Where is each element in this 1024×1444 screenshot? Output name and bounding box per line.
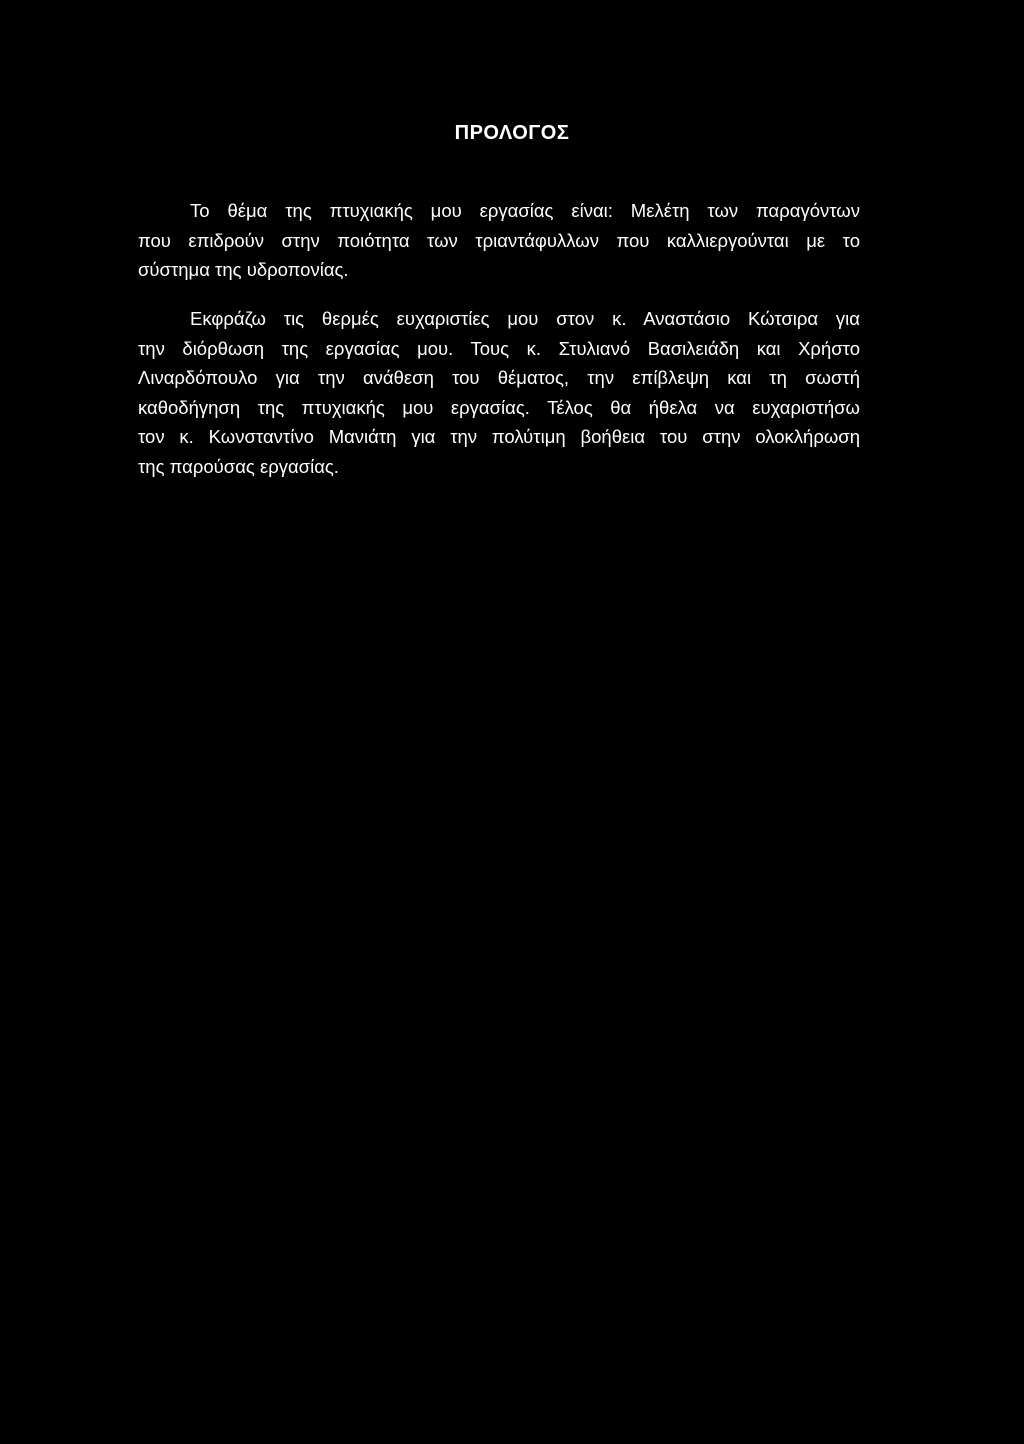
paragraph-line: σύστημα της υδροπονίας. (138, 259, 349, 280)
paragraph-acknowledgements (138, 304, 860, 481)
page-title: ΠΡΟΛΟΓΟΣ (454, 122, 570, 144)
paragraph-line: Λιναρδόπουλο για την ανάθεση του θέματος, την επίβλεψη και τη σωστή (138, 367, 860, 388)
paragraph-line: της παρούσας εργασίας. (138, 455, 339, 477)
paragraph-line: τον κ. Κωνσταντίνο Μανιάτη για την πολύτιμη βοήθεια του στην ολοκλήρωση (138, 426, 860, 447)
paragraph-topic (138, 196, 860, 285)
paragraph-line: καθοδήγηση της πτυχιακής μου εργασίας. Τέλος θα ήθελα να ευχαριστήσω (138, 396, 860, 418)
paragraph-line: Εκφράζω τις θερμές ευχαριστίες μου στον κ. Αναστάσιο Κώτσιρα για (190, 308, 860, 329)
paragraph-line: που επιδρούν στην ποιότητα των τριαντάφυλλων που καλλιεργούνται με το (138, 229, 860, 251)
paragraph-line: Το θέμα της πτυχιακής μου εργασίας είναι: Μελέτη των παραγόντων (190, 200, 860, 221)
paragraph-line: την διόρθωση της εργασίας μου. Τους κ. Στυλιανό Βασιλειάδη και Χρήστο (138, 337, 860, 359)
